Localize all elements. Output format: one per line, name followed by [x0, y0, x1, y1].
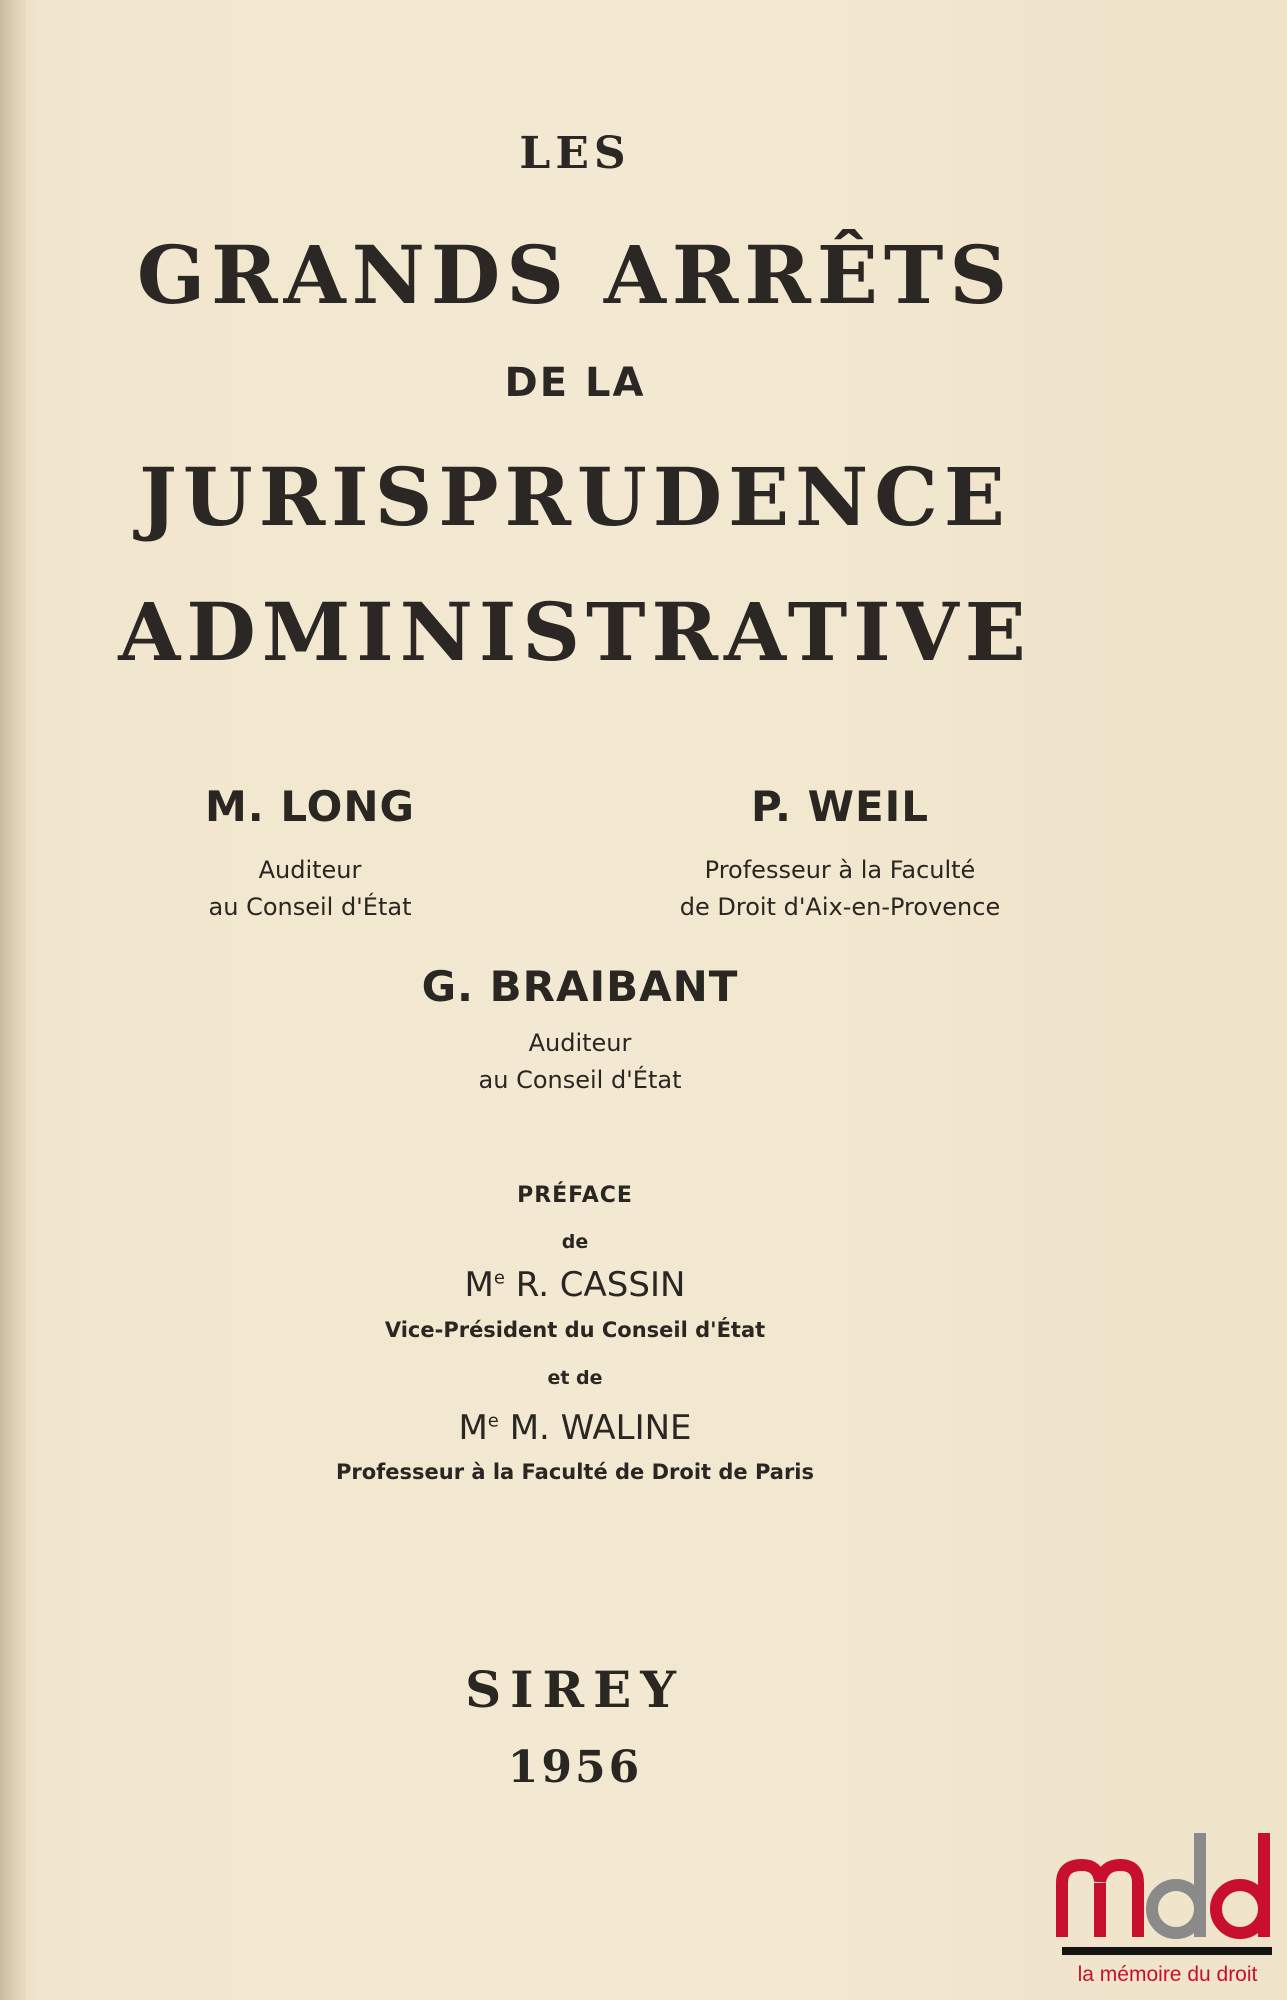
author-long-name: M. LONG	[205, 782, 415, 831]
mdd-logo-bar	[1062, 1947, 1272, 1955]
mdd-logo	[1040, 1825, 1280, 1995]
author-weil-role-line2: de Droit d'Aix-en-Provence	[679, 893, 1001, 921]
mdd-logo-tagline: la mémoire du droit	[1077, 1963, 1258, 1986]
preface-person2-prefix: M	[458, 1408, 488, 1448]
author-braibant-role-line1: Auditeur	[528, 1029, 632, 1057]
preface-person2-name: M. WALINE	[509, 1408, 692, 1448]
preface-person1-name: R. CASSIN	[515, 1265, 686, 1305]
preface-person1-prefix-sup: e	[493, 1267, 505, 1289]
preface-person2-prefix-sup: e	[487, 1410, 499, 1432]
publication-year: 1956	[507, 1742, 643, 1793]
author-weil-name: P. WEIL	[750, 782, 930, 831]
author-weil-role-line1: Professeur à la Faculté	[704, 856, 976, 884]
author-long-role-line1: Auditeur	[258, 856, 362, 884]
preface-person1-prefix: M	[464, 1265, 494, 1305]
author-braibant-name: G. BRAIBANT	[421, 962, 739, 1011]
preface-label: PRÉFACE	[517, 1183, 633, 1208]
author-braibant-role-line2: au Conseil d'État	[478, 1066, 682, 1094]
preface-person1-role: Vice-Président du Conseil d'État	[384, 1318, 766, 1342]
title-line-administrative: ADMINISTRATIVE	[118, 585, 1032, 679]
title-line-de-la: DE LA	[504, 360, 646, 406]
preface-de: de	[561, 1231, 589, 1253]
preface-person2-name-line	[300, 1408, 850, 1448]
preface-person2-role: Professeur à la Faculté de Droit de Paris	[335, 1460, 815, 1484]
title-line-les: LES	[519, 128, 631, 179]
preface-et-de: et de	[547, 1367, 603, 1389]
title-line-grands-arrets: GRANDS ARRÊTS	[136, 228, 1014, 322]
preface-person1-name-line	[300, 1265, 850, 1305]
author-long-role-line2: au Conseil d'État	[208, 893, 412, 921]
title-line-jurisprudence: JURISPRUDENCE	[139, 450, 1011, 544]
mdd-logo-mark	[1040, 1825, 1280, 1945]
publisher-name: SIREY	[465, 1660, 685, 1719]
